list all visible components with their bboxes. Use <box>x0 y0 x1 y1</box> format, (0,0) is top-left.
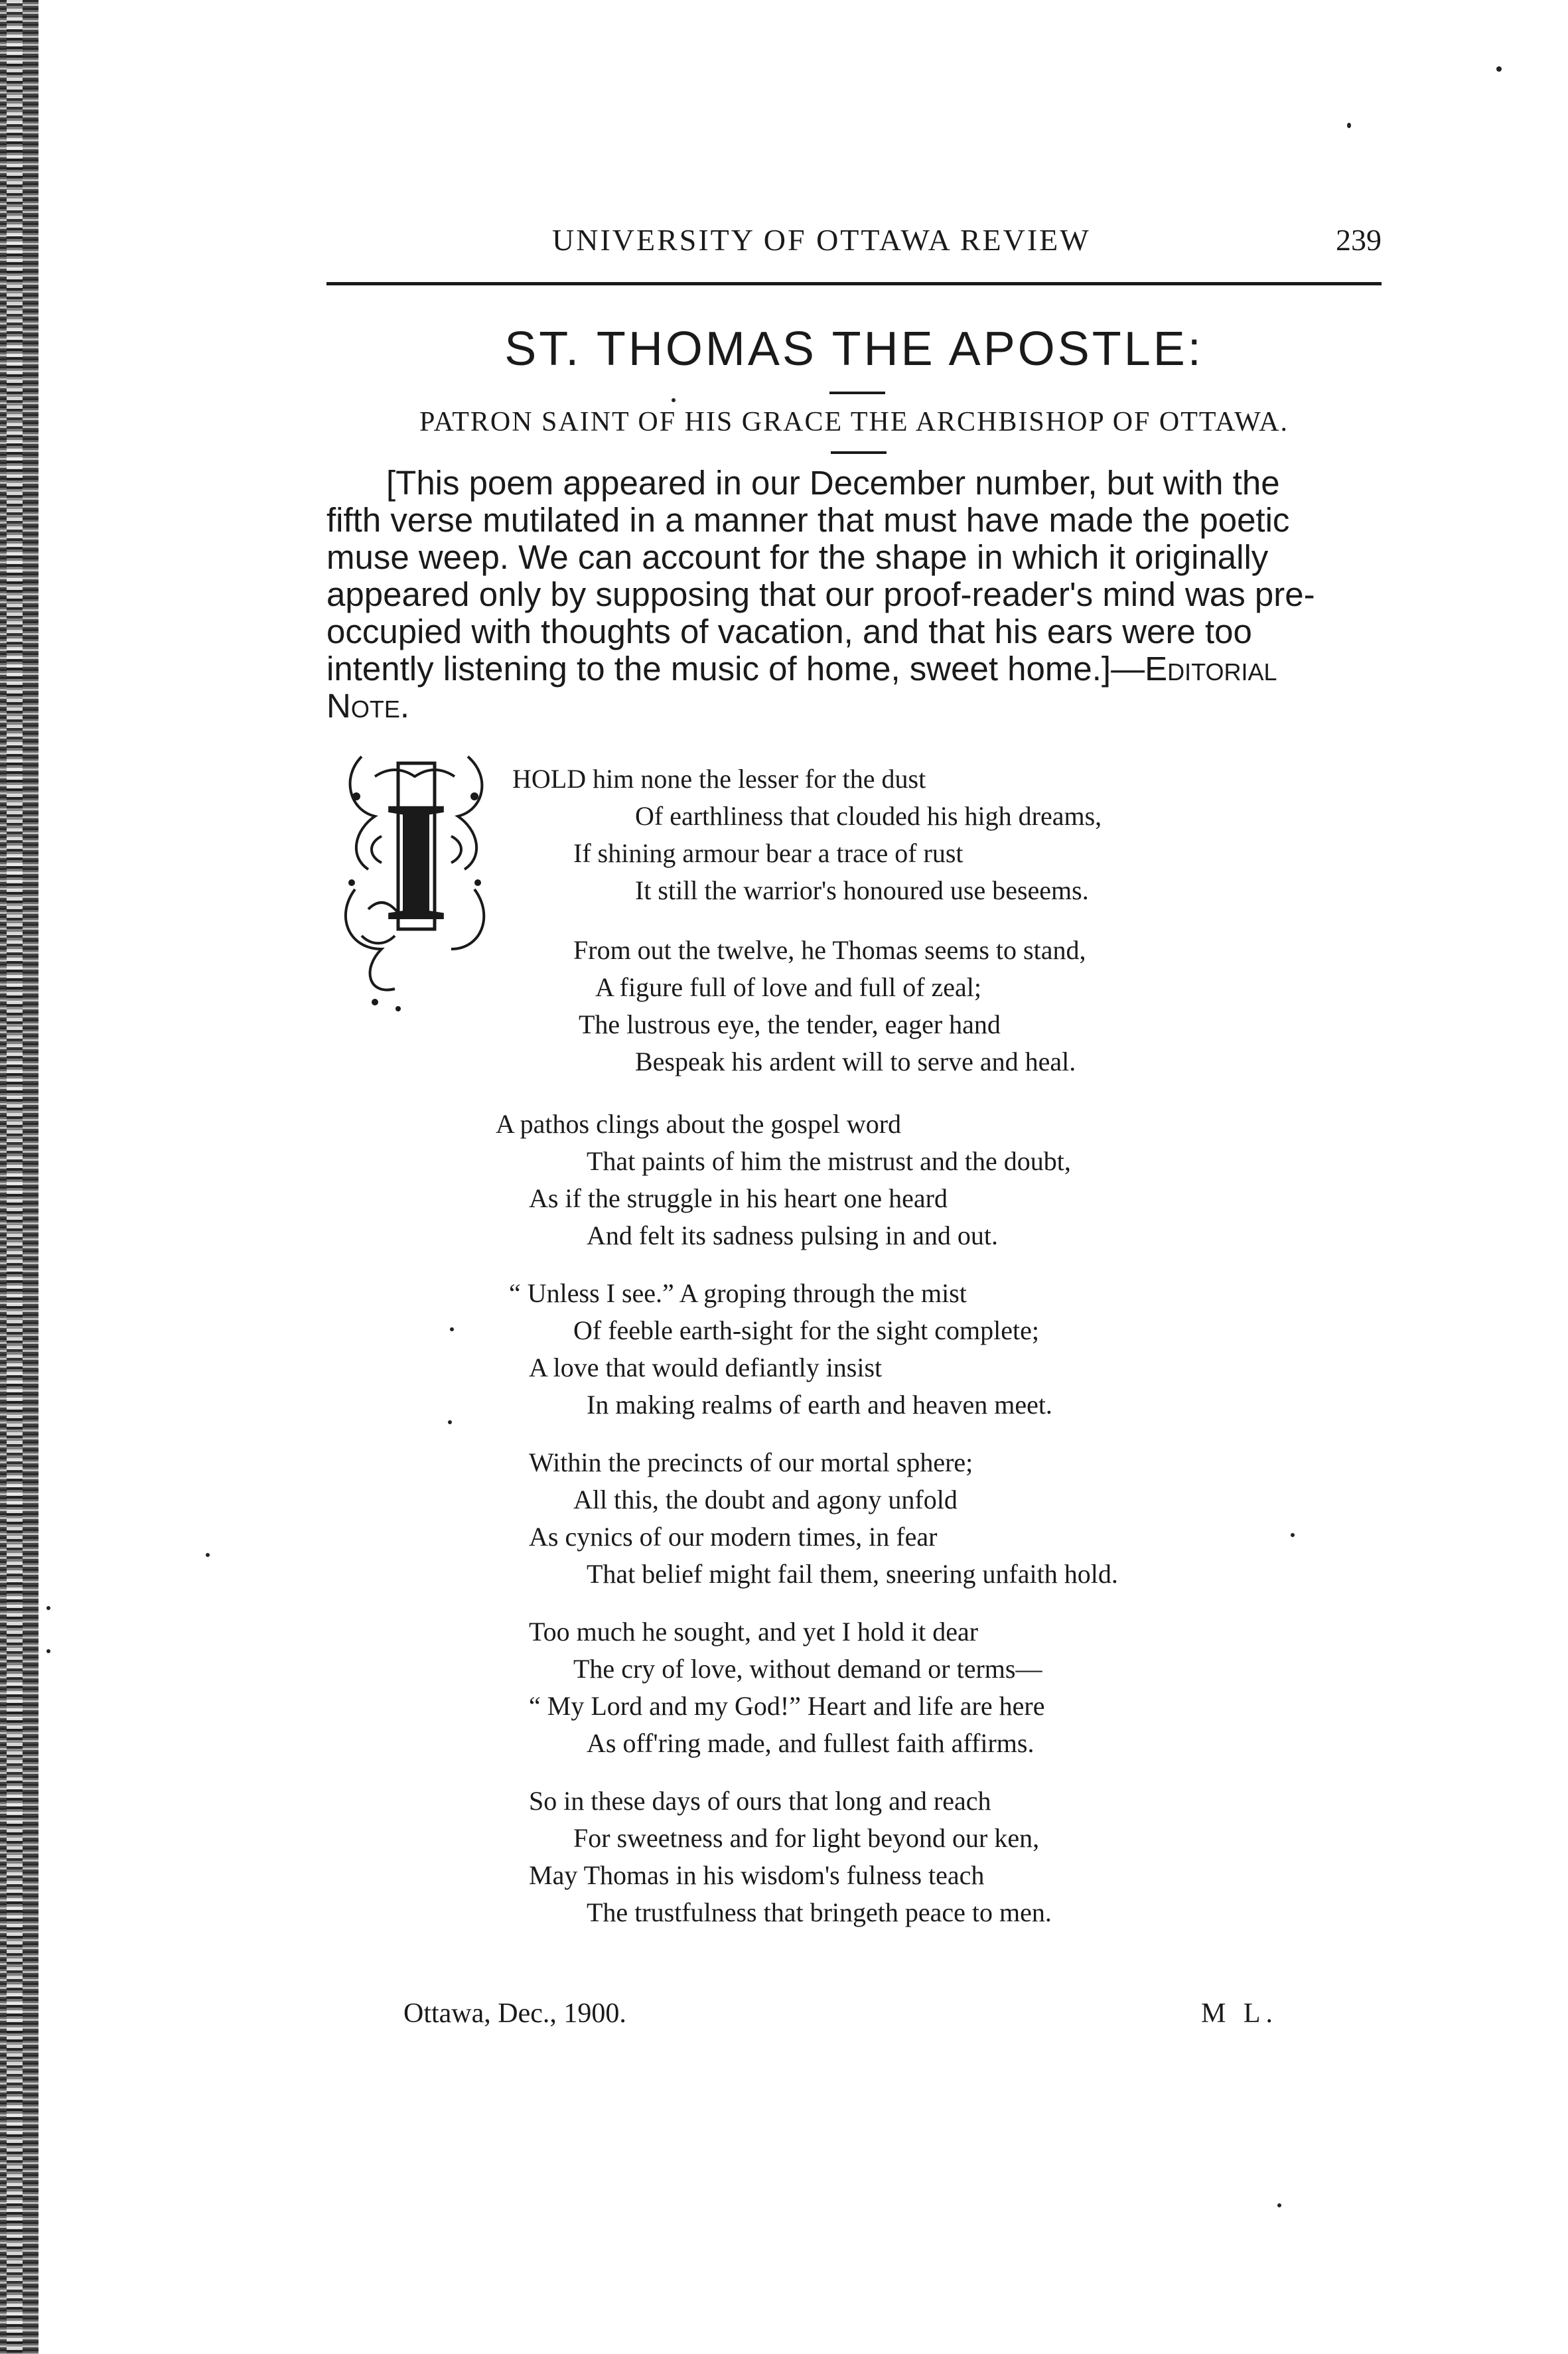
poem-line: It still the warrior's honoured use beseems. <box>635 875 1089 905</box>
running-header <box>326 222 1382 269</box>
editorial-label: Editorial <box>1145 650 1277 688</box>
poem-line: For sweetness and for light beyond our ken, <box>573 1823 1040 1853</box>
poem-line: “ Unless I see.” A groping through the mist <box>509 1278 967 1308</box>
poem-line: As off'ring made, and fullest faith affirms. <box>587 1728 1034 1758</box>
editorial-line: [This poem appeared in our December number, but with the <box>386 464 1280 502</box>
poem-line: Within the precincts of our mortal sphere; <box>529 1447 973 1477</box>
poem-line: Of earthliness that clouded his high dreams, <box>635 801 1102 831</box>
scan-speck <box>672 398 676 402</box>
title-rule <box>829 392 885 394</box>
poem-line: That belief might fail them, sneering unfaith hold. <box>587 1559 1118 1589</box>
poem-line: The cry of love, without demand or terms— <box>573 1654 1042 1684</box>
scan-speck <box>450 1327 454 1331</box>
binding-strip <box>0 0 38 2354</box>
poem-line: The trustfulness that bringeth peace to men. <box>587 1897 1052 1927</box>
drop-cap-letter: I <box>382 766 450 957</box>
page-number: 239 <box>1336 223 1382 257</box>
signature-initials: M L. <box>1201 1998 1278 2029</box>
poem-line: That paints of him the mistrust and the doubt, <box>587 1146 1071 1176</box>
scan-speck <box>46 1649 50 1653</box>
poem-line: If shining armour bear a trace of rust <box>573 838 963 868</box>
ornamental-initial <box>335 737 498 1022</box>
scan-speck <box>1496 66 1502 72</box>
scan-speck <box>448 1420 452 1424</box>
poem-subtitle: PATRON SAINT OF HIS GRACE THE ARCHBISHOP OF OTTAWA. <box>419 407 1289 437</box>
poem-line: “ My Lord and my God!” Heart and life are here <box>529 1691 1045 1721</box>
scan-speck <box>206 1553 210 1557</box>
signature-place-date: Ottawa, Dec., 1900. <box>403 1998 626 2029</box>
scan-speck <box>1291 1533 1295 1537</box>
editorial-line: appeared only by supposing that our proof-reader's mind was pre- <box>326 575 1315 613</box>
header-rule <box>326 282 1382 285</box>
editorial-label: Note. <box>326 687 410 725</box>
poem-line: Bespeak his ardent will to serve and heal. <box>635 1047 1076 1076</box>
poem-line: In making realms of earth and heaven meet. <box>587 1390 1052 1420</box>
poem-line: Of feeble earth-sight for the sight complete; <box>573 1315 1039 1345</box>
poem-line: All this, the doubt and agony unfold <box>573 1485 958 1514</box>
poem-line: Too much he sought, and yet I hold it dear <box>529 1617 979 1647</box>
editorial-line: muse weep. We can account for the shape in which it originally <box>326 538 1269 576</box>
editorial-note <box>326 465 1382 725</box>
poem-title: ST. THOMAS THE APOSTLE: <box>504 323 1204 376</box>
editorial-line: occupied with thoughts of vacation, and that his ears were too <box>326 613 1252 650</box>
editorial-line: fifth verse mutilated in a manner that must have made the poetic <box>326 501 1290 539</box>
poem-line: So in these days of ours that long and reach <box>529 1786 991 1816</box>
poem-line: HOLD him none the lesser for the dust <box>512 764 926 794</box>
poem-line: From out the twelve, he Thomas seems to stand, <box>573 935 1086 965</box>
poem-line: And felt its sadness pulsing in and out. <box>587 1220 998 1250</box>
poem-line: The lustrous eye, the tender, eager hand <box>579 1009 1001 1039</box>
poem-line: A love that would defiantly insist <box>529 1353 883 1382</box>
poem-line: A figure full of love and full of zeal; <box>595 972 982 1002</box>
scan-speck <box>1277 2203 1281 2207</box>
poem-line: A pathos clings about the gospel word <box>496 1109 902 1139</box>
editorial-line-last <box>326 650 1382 688</box>
editorial-line: intently listening to the music of home, sweet home.]— <box>326 650 1145 688</box>
poem-line: May Thomas in his wisdom's fulness teach <box>529 1860 985 1890</box>
journal-title: UNIVERSITY OF OTTAWA REVIEW <box>552 223 1091 257</box>
subtitle-rule <box>831 451 887 454</box>
scan-speck <box>1347 123 1351 128</box>
poem-line: As cynics of our modern times, in fear <box>529 1522 938 1552</box>
poem-line: As if the struggle in his heart one heard <box>529 1183 948 1213</box>
scan-speck <box>46 1606 50 1610</box>
